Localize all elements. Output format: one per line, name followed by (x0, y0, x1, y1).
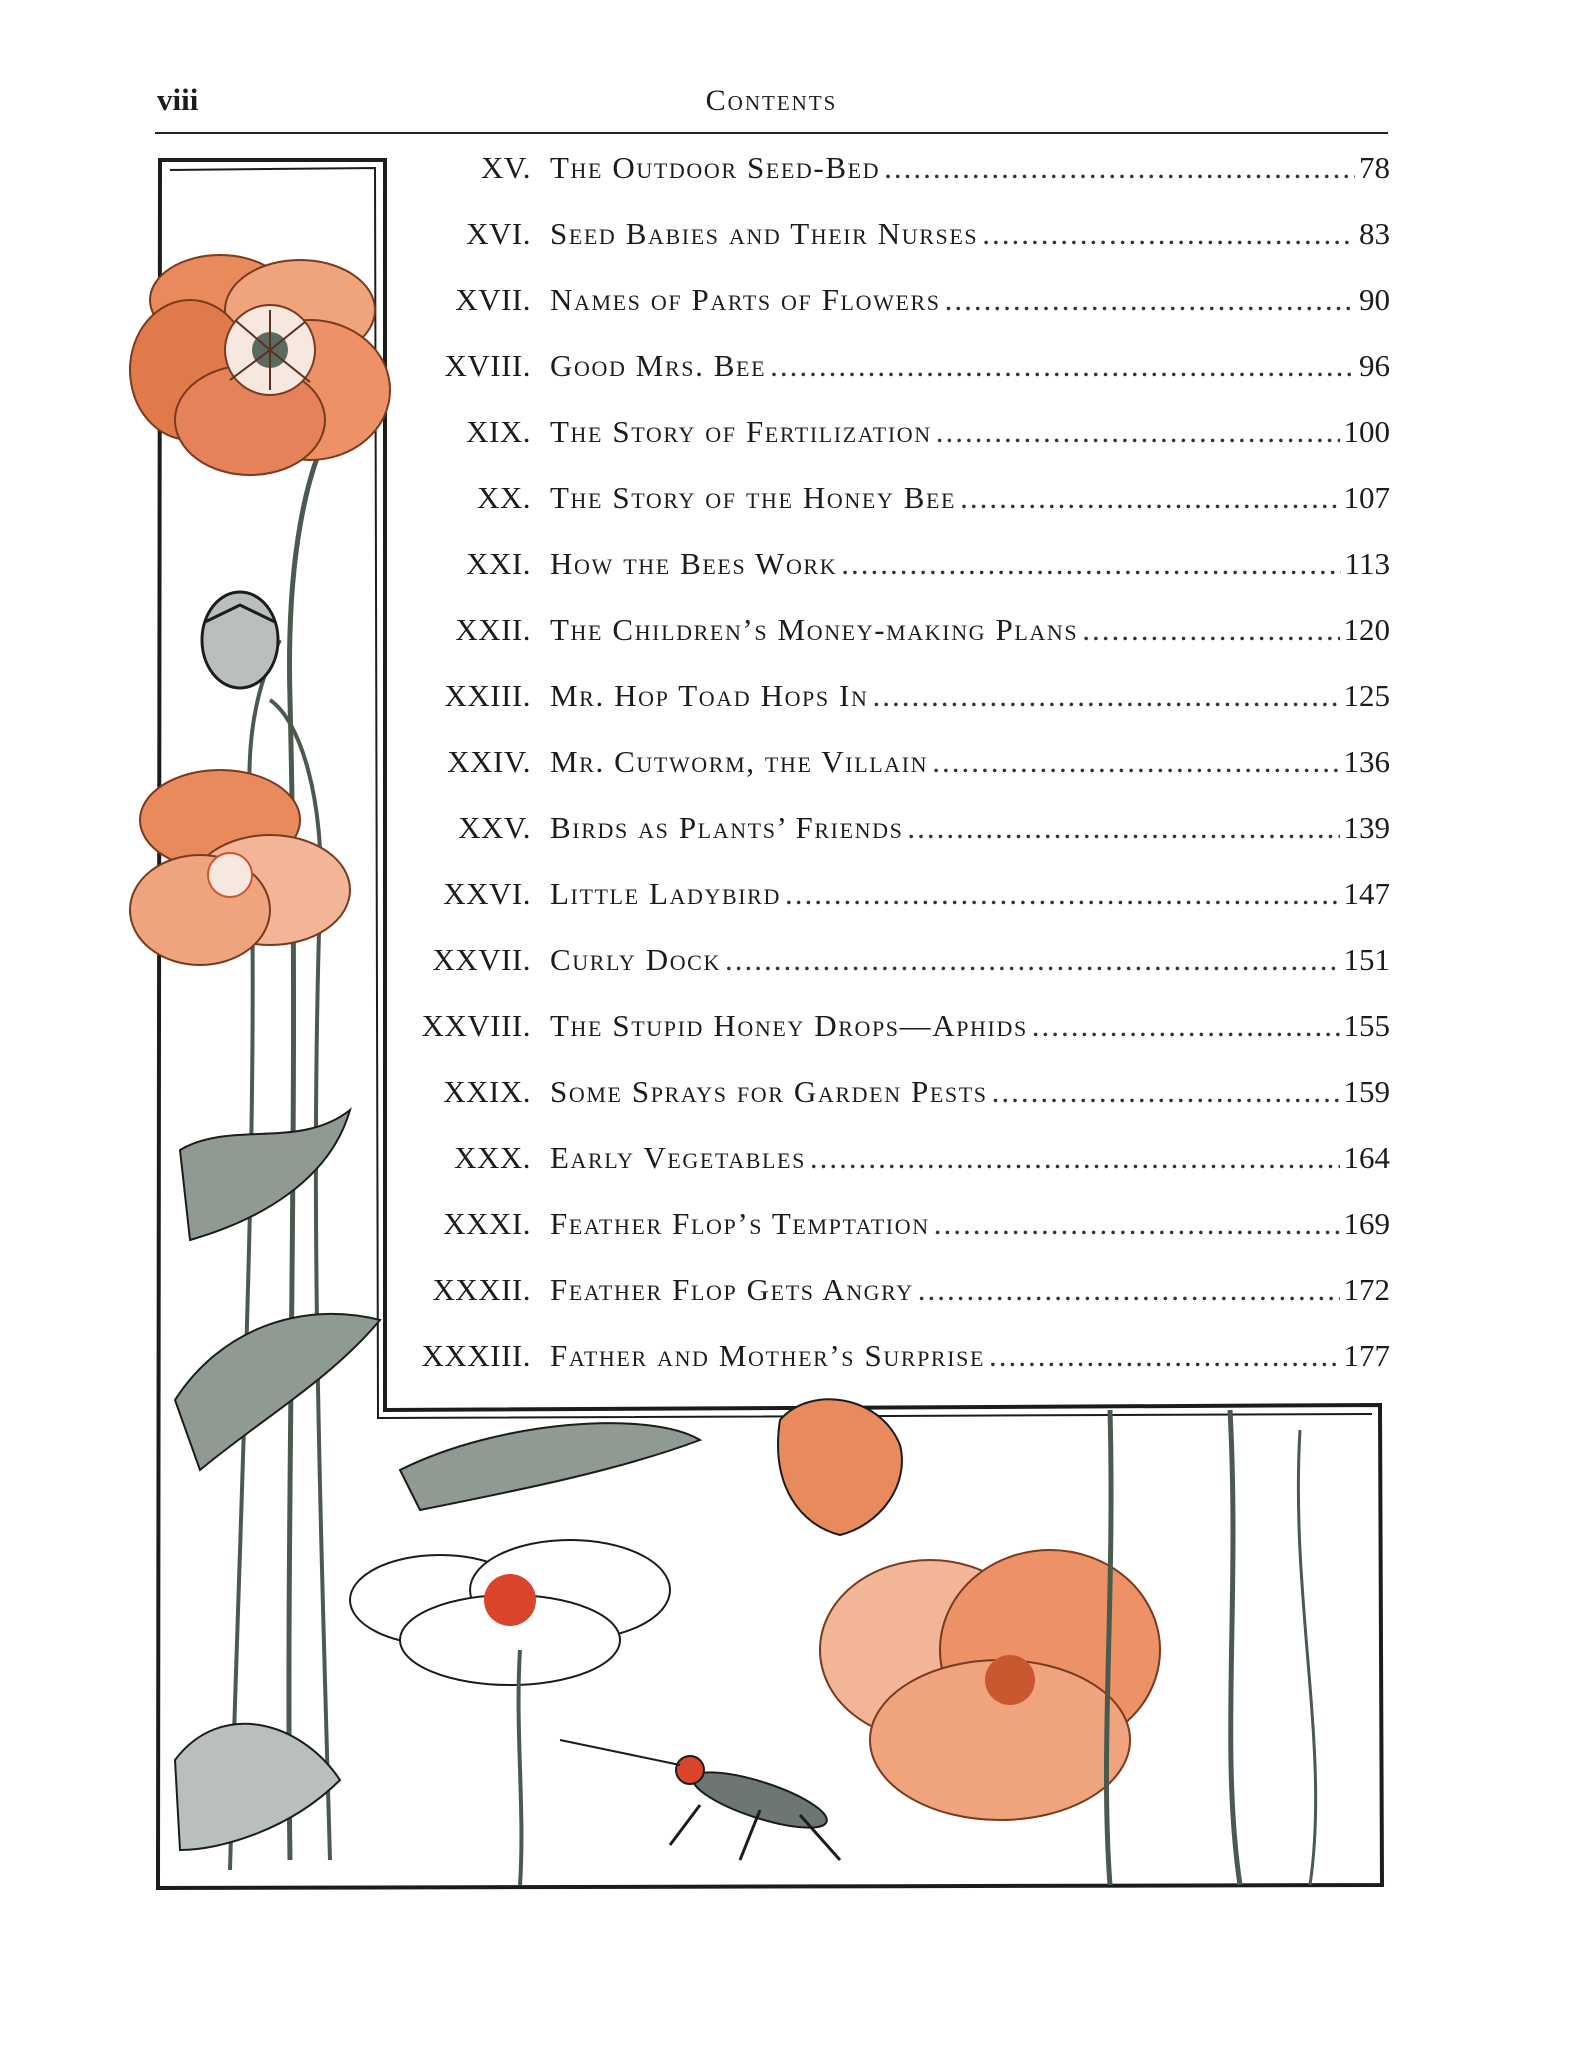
page-number: viii (157, 82, 199, 117)
chapter-number: XXVII. (432, 942, 531, 977)
dot-leader (918, 1272, 1340, 1308)
toc-entry (395, 1338, 1390, 1388)
dot-leader (907, 810, 1339, 846)
poppy-leaf (175, 1724, 340, 1850)
dot-leader (810, 1140, 1340, 1176)
chapter-number: XX. (476, 480, 531, 515)
dot-leader (960, 480, 1339, 516)
chapter-number: XXI. (466, 546, 531, 581)
page-reference: 169 (1343, 1206, 1390, 1241)
dot-leader (770, 348, 1355, 384)
chapter-title: The Outdoor Seed-Bed (550, 150, 881, 185)
page-reference: 78 (1359, 150, 1390, 185)
chapter-number: XIX. (466, 414, 531, 449)
dot-leader (1032, 1008, 1340, 1044)
grasshopper (560, 1740, 840, 1860)
chapter-title: Little Ladybird (550, 876, 781, 911)
dot-leader (932, 744, 1339, 780)
dot-leader (934, 1206, 1340, 1242)
poppy-seed-pod (202, 592, 278, 688)
chapter-title: Good Mrs. Bee (550, 348, 767, 383)
toc-entry (395, 942, 1390, 992)
chapter-number: XXX. (454, 1140, 531, 1175)
toc-entry (395, 744, 1390, 794)
dot-leader (873, 678, 1340, 714)
toc-entry (395, 1008, 1390, 1058)
chapter-number: XXII. (455, 612, 531, 647)
poppy-stem (1106, 1410, 1111, 1885)
chapter-title: Birds as Plants’ Friends (550, 810, 904, 845)
chapter-number: XVII. (455, 282, 531, 317)
toc-entry (395, 810, 1390, 860)
chapter-title: Feather Flop’s Temptation (550, 1206, 930, 1241)
poppy-leaf (175, 1314, 380, 1470)
dot-leader (989, 1338, 1339, 1374)
chapter-title: The Story of Fertilization (550, 414, 932, 449)
dot-leader (725, 942, 1340, 978)
page-reference: 96 (1359, 348, 1390, 383)
dot-leader (945, 282, 1355, 318)
poppy-bud (778, 1399, 902, 1535)
toc-entry (395, 1206, 1390, 1256)
chapter-number: XVI. (466, 216, 531, 251)
chapter-title: Curly Dock (550, 942, 721, 977)
page-reference: 107 (1343, 480, 1390, 515)
chapter-title: How the Bees Work (550, 546, 838, 581)
chapter-number: XXIII. (444, 678, 531, 713)
page-reference: 120 (1343, 612, 1390, 647)
dot-leader (785, 876, 1340, 912)
chapter-title: Feather Flop Gets Angry (550, 1272, 914, 1307)
chapter-number: XVIII. (444, 348, 531, 383)
chapter-title: Mr. Hop Toad Hops In (550, 678, 869, 713)
chapter-number: XXIV. (447, 744, 531, 779)
dot-leader (992, 1074, 1340, 1110)
dot-leader (841, 546, 1340, 582)
poppy-leaf (400, 1423, 700, 1510)
page-reference: 172 (1343, 1272, 1390, 1307)
page-reference: 164 (1343, 1140, 1390, 1175)
poppy-flower (130, 255, 390, 475)
chapter-title: Father and Mother’s Surprise (550, 1338, 986, 1373)
toc-entry (395, 1074, 1390, 1124)
poppy-stem (1230, 1410, 1240, 1885)
poppy-leaf (180, 1110, 350, 1240)
chapter-title: Some Sprays for Garden Pests (550, 1074, 988, 1109)
chapter-title: Mr. Cutworm, the Villain (550, 744, 929, 779)
running-title: Contents (705, 84, 838, 117)
chapter-number: XXXIII. (421, 1338, 531, 1373)
chapter-number: XXV. (458, 810, 531, 845)
dot-leader (1082, 612, 1339, 648)
toc-entry (395, 876, 1390, 926)
chapter-title: Names of Parts of Flowers (550, 282, 941, 317)
toc-entry (395, 1140, 1390, 1190)
page-reference: 113 (1344, 546, 1390, 581)
chapter-title: The Stupid Honey Drops—Aphids (550, 1008, 1028, 1043)
page-reference: 155 (1343, 1008, 1390, 1043)
page-reference: 90 (1359, 282, 1390, 317)
chapter-number: XXVIII. (421, 1008, 531, 1043)
page-reference: 147 (1343, 876, 1390, 911)
chapter-number: XXXI. (443, 1206, 531, 1241)
toc-entry (395, 612, 1390, 662)
poppy-stem (1298, 1430, 1315, 1885)
page-reference: 159 (1343, 1074, 1390, 1109)
dot-leader (982, 216, 1355, 252)
page-reference: 139 (1343, 810, 1390, 845)
page-reference: 136 (1343, 744, 1390, 779)
chapter-title: The Children’s Money-making Plans (550, 612, 1079, 647)
chapter-number: XXIX. (443, 1074, 531, 1109)
page-reference: 83 (1359, 216, 1390, 251)
chapter-number: XXVI. (443, 876, 531, 911)
toc-entry (395, 1272, 1390, 1322)
poppy-flower (350, 1540, 670, 1685)
dot-leader (936, 414, 1340, 450)
page-reference: 125 (1343, 678, 1390, 713)
chapter-title: The Story of the Honey Bee (550, 480, 957, 515)
page-reference: 100 (1343, 414, 1390, 449)
dot-leader (884, 150, 1355, 186)
toc-entry (395, 546, 1390, 596)
chapter-title: Seed Babies and Their Nurses (550, 216, 979, 251)
chapter-title: Early Vegetables (550, 1140, 806, 1175)
toc-entry (395, 348, 1390, 398)
toc-entry (395, 480, 1390, 530)
toc-entry (395, 678, 1390, 728)
chapter-number: XV. (480, 150, 531, 185)
toc-entry (395, 282, 1390, 332)
toc-entry (395, 150, 1390, 200)
toc-entry (395, 216, 1390, 266)
page-reference: 151 (1343, 942, 1390, 977)
page-reference: 177 (1343, 1338, 1390, 1373)
toc-entry (395, 414, 1390, 464)
chapter-number: XXXII. (432, 1272, 531, 1307)
